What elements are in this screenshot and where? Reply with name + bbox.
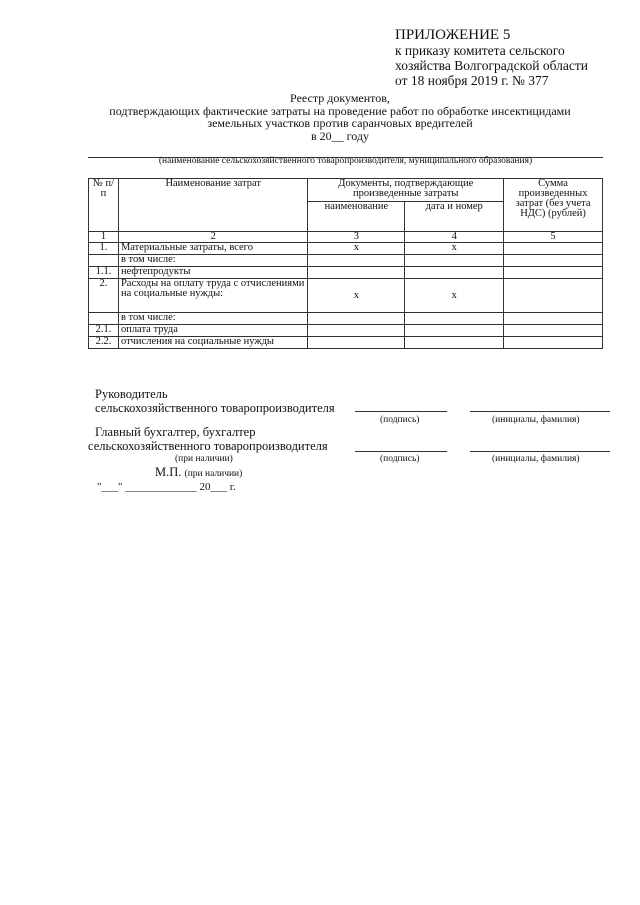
appendix-line-2: хозяйства Волгоградской области <box>395 58 588 73</box>
title-line-1: Реестр документов, <box>290 91 390 105</box>
registry-table <box>88 178 603 349</box>
row-date[interactable] <box>405 337 504 349</box>
accountant-name-line[interactable] <box>470 451 610 452</box>
table-row <box>89 337 603 349</box>
row-date[interactable]: x <box>405 279 504 313</box>
accountant-label-1: Главный бухгалтер, бухгалтер <box>95 425 256 439</box>
accountant-initials-caption: (инициалы, фамилия) <box>492 454 580 464</box>
row-doc[interactable] <box>308 313 405 325</box>
row-date[interactable] <box>405 255 504 267</box>
row-name: отчисления на социальные нужды <box>118 337 308 349</box>
head-signature-caption: (подпись) <box>380 415 420 425</box>
accountant-label-2: сельскохозяйственного товаропроизводителя <box>88 439 328 453</box>
row-num <box>89 313 119 325</box>
stamp-note: (при наличии) <box>184 469 243 479</box>
row-doc[interactable] <box>308 267 405 279</box>
row-sum[interactable] <box>504 337 603 349</box>
row-name: в том числе: <box>118 255 308 267</box>
row-name: Расходы на оплату труда с отчислениями на социальные нужды: <box>118 279 308 313</box>
appendix-title: ПРИЛОЖЕНИЕ 5 <box>395 27 511 43</box>
row-date[interactable] <box>405 313 504 325</box>
header-sum: Сумма произведенных затрат (без учета НДС) (рублей) <box>504 179 603 232</box>
col-number: 3 <box>308 232 405 243</box>
row-doc[interactable]: x <box>308 279 405 313</box>
table-row <box>89 243 603 255</box>
col-number: 1 <box>89 232 119 243</box>
row-doc[interactable]: x <box>308 243 405 255</box>
col-number: 4 <box>405 232 504 243</box>
header-docs: Документы, подтверждающие произведенные затраты <box>308 179 504 202</box>
row-date[interactable] <box>405 267 504 279</box>
header-num: № п/п <box>89 179 119 232</box>
col-number: 2 <box>118 232 308 243</box>
col-number: 5 <box>504 232 603 243</box>
table-row <box>89 313 603 325</box>
row-sum[interactable] <box>504 313 603 325</box>
appendix-block <box>395 28 588 88</box>
row-name: оплата труда <box>118 325 308 337</box>
row-num: 2.2. <box>89 337 119 349</box>
row-name: в том числе: <box>118 313 308 325</box>
table-row <box>89 279 603 313</box>
row-sum[interactable] <box>504 255 603 267</box>
appendix-line-1: к приказу комитета сельского <box>395 43 565 58</box>
date-line[interactable]: "___" _____________ 20___ г. <box>97 481 236 493</box>
row-name: Материальные затраты, всего <box>118 243 308 255</box>
table-row <box>89 267 603 279</box>
row-num: 2.1. <box>89 325 119 337</box>
row-doc[interactable] <box>308 337 405 349</box>
row-num: 1. <box>89 243 119 255</box>
header-name: Наименование затрат <box>118 179 308 232</box>
accountant-signature-caption: (подпись) <box>380 454 420 464</box>
title-line-3: земельных участков против саранчовых вредителей <box>207 116 473 130</box>
title-line-2: подтверждающих фактические затраты на проведение работ по обработке инсектицидами <box>109 103 571 118</box>
title-line-4: в 20__ году <box>310 128 370 143</box>
row-date[interactable] <box>405 325 504 337</box>
row-date[interactable]: x <box>405 243 504 255</box>
row-sum[interactable] <box>504 267 603 279</box>
stamp-text: М.П. <box>155 465 182 479</box>
row-doc[interactable] <box>308 325 405 337</box>
head-name-line[interactable] <box>470 411 610 412</box>
head-signature-line[interactable] <box>355 411 447 412</box>
row-num: 2. <box>89 279 119 313</box>
accountant-signature-line[interactable] <box>355 451 447 452</box>
row-sum[interactable] <box>504 243 603 255</box>
document-title <box>90 92 590 142</box>
header-doc-name: наименование <box>308 202 405 232</box>
appendix-line-3: от 18 ноября 2019 г. № 377 <box>395 73 549 88</box>
table-row <box>89 255 603 267</box>
row-sum[interactable] <box>504 279 603 313</box>
table-row <box>89 325 603 337</box>
head-label-2: сельскохозяйственного товаропроизводителя <box>95 401 335 415</box>
row-num: 1.1. <box>89 267 119 279</box>
head-label-1: Руководитель <box>95 387 168 401</box>
header-doc-date: дата и номер <box>405 202 504 232</box>
row-name: нефтепродукты <box>118 267 308 279</box>
head-initials-caption: (инициалы, фамилия) <box>492 415 580 425</box>
accountant-if-any: (при наличии) <box>175 454 233 464</box>
row-num <box>89 255 119 267</box>
stamp-label <box>155 466 242 481</box>
row-sum[interactable] <box>504 325 603 337</box>
row-doc[interactable] <box>308 255 405 267</box>
producer-caption: (наименование сельскохозяйственного товаропроизводителя, муниципального образования) <box>158 156 533 166</box>
